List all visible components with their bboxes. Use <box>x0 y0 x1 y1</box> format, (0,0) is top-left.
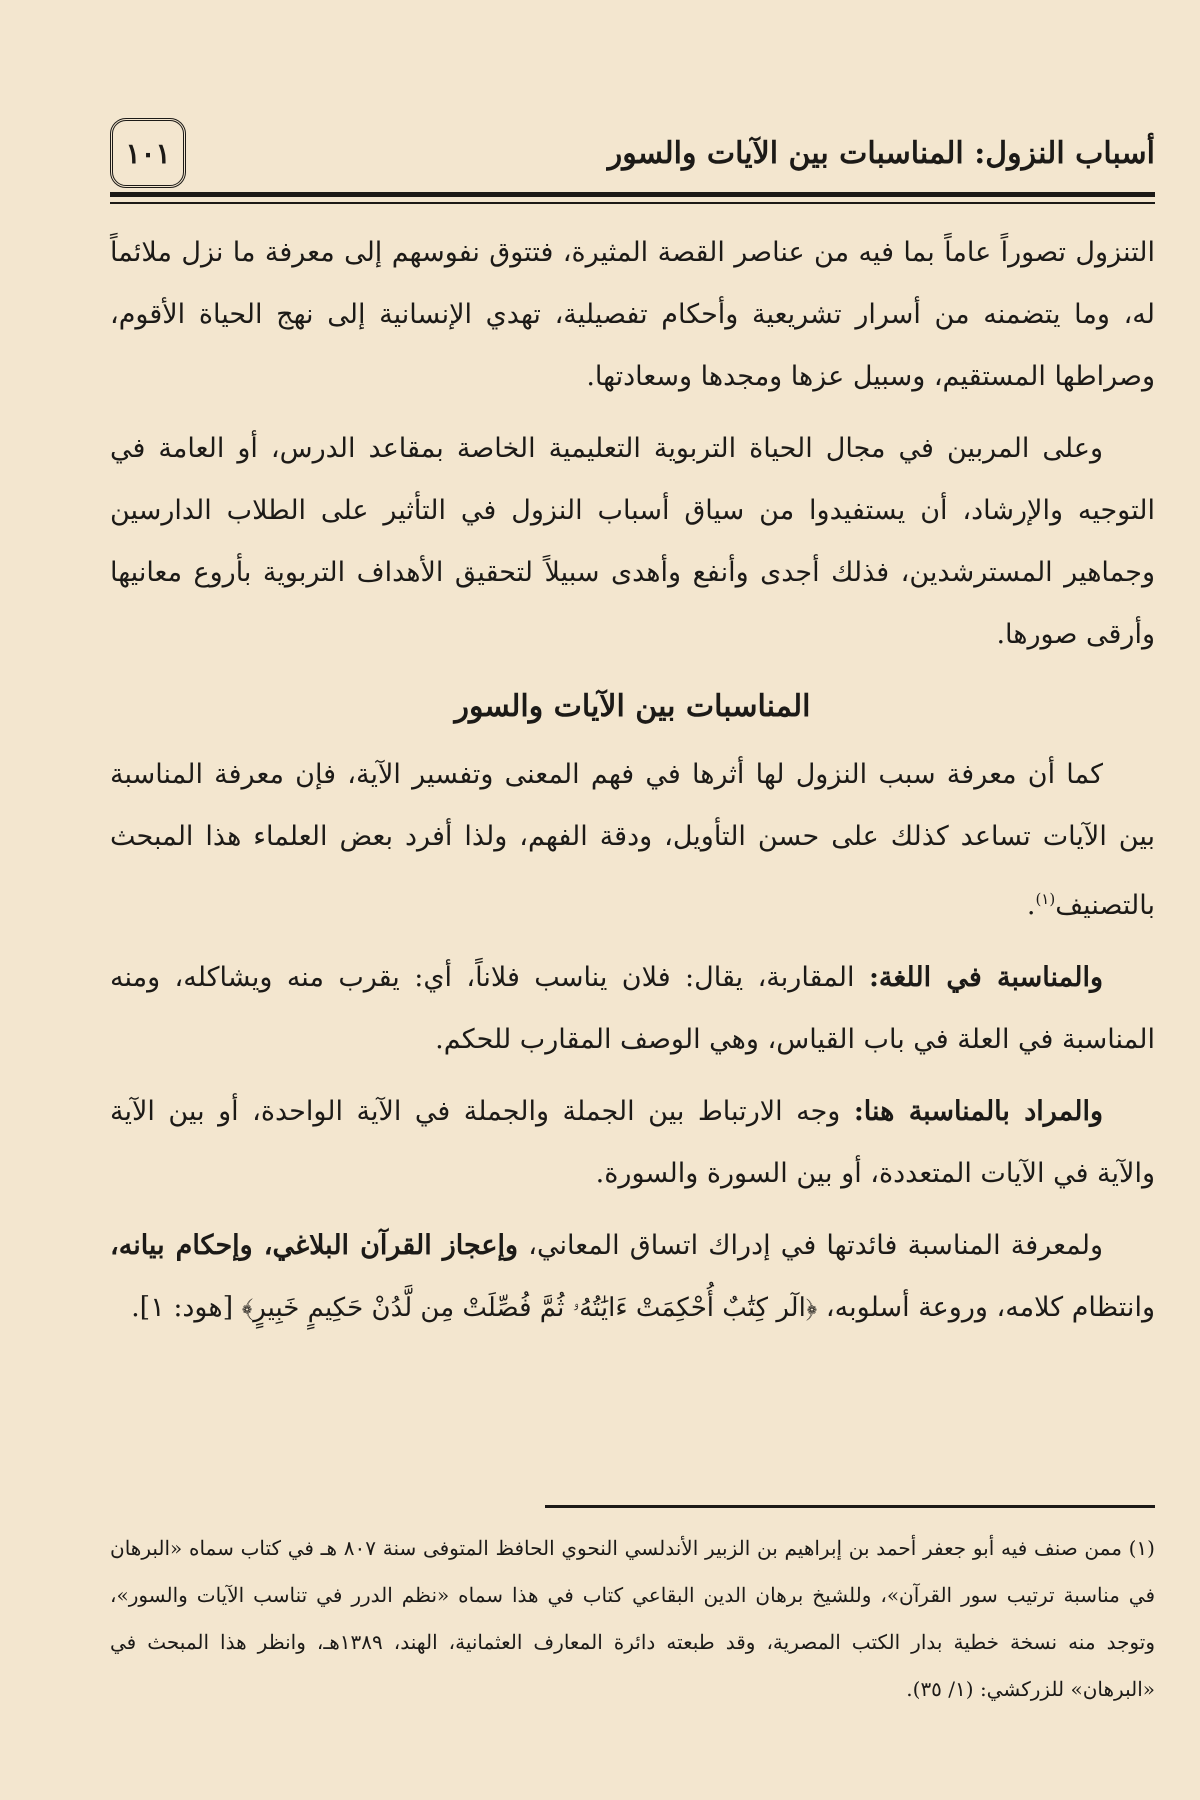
paragraph <box>110 1215 1155 1339</box>
header-rule-thin <box>110 202 1155 204</box>
header-rule <box>110 192 1155 197</box>
verse-reference: [هود: ١]. <box>131 1292 242 1323</box>
paragraph-text: كما أن معرفة سبب النزول لها أثرها في فهم المعنى وتفسير الآية، فإن معرفة المناسبة بين الآيات تساعد كذلك على حسن التأويل، ودقة الفهم، ولذا أفرد بعض العلماء هذا المبحث بالتصنيف <box>110 759 1155 921</box>
main-text <box>110 222 1155 1349</box>
page-number: ١٠١ <box>110 118 186 188</box>
footnote-ref: (١) <box>1035 890 1056 908</box>
page-header <box>110 118 1155 188</box>
paragraph-text: وانتظام كلامه، وروعة أسلوبه، <box>817 1292 1155 1323</box>
footnote: (١) ممن صنف فيه أبو جعفر أحمد بن إبراهيم بن الزبير الأندلسي النحوي الحافظ المتوفى سنة ٨٠٧ هـ في كتاب سماه «البرهان في مناسبة ترتيب سور القرآن»، وللشيخ برهان الدين البقاعي كتاب في هذا سماه «نظم الدرر في تناسب الآيات والسور»، وتوجد منه نسخة خطية بدار الكتب المصرية، وقد طبعته دائرة المعارف العثمانية، الهند، ١٣٨٩هـ، وانظر هذا المبحث في «البرهان» للزركشي: (١/ ٣٥). <box>110 1536 1156 1701</box>
quran-verse: ﴿الٓر كِتَٰبٌ أُحْكِمَتْ ءَايَٰتُهُۥ ثُمَّ فُصِّلَتْ مِن لَّدُنْ حَكِيمٍ خَبِيرٍ﴾ <box>241 1293 818 1323</box>
footnote-separator <box>545 1505 1155 1508</box>
footnotes <box>110 1525 1155 1713</box>
term-label: والمراد بالمناسبة هنا: <box>853 1096 1104 1127</box>
paragraph-end: . <box>1026 890 1036 921</box>
paragraph-text: المقاربة، يقال: فلان يناسب فلاناً، أي: يقرب منه ويشاكله، ومنه المناسبة في العلة في باب القياس، وهي الوصف المقارب للحكم. <box>110 962 1155 1055</box>
term-label: والمناسبة في اللغة: <box>868 962 1103 993</box>
paragraph <box>110 947 1155 1071</box>
paragraph: وعلى المربين في مجال الحياة التربوية التعليمية الخاصة بمقاعد الدرس، أو العامة في التوجيه والإرشاد، أن يستفيدوا من سياق أسباب النزول في التأثير على الطلاب الدارسين وجماهير المسترشدين، فذلك أجدى وأنفع وأهدى سبيلاً لتحقيق الأهداف التربوية بأروع معانيها وأرقى صورها. <box>110 433 1155 650</box>
paragraph <box>110 744 1155 937</box>
emphasis-text: وإعجاز القرآن البلاغي، وإحكام بيانه، <box>110 1230 519 1261</box>
paragraph-text: ولمعرفة المناسبة فائدتها في إدراك اتساق المعاني، <box>518 1230 1103 1261</box>
paragraph <box>110 1081 1155 1205</box>
paragraph: التنزول تصوراً عاماً بما فيه من عناصر القصة المثيرة، فتتوق نفوسهم إلى معرفة ما نزل ملائماً له، وما يتضمنه من أسرار تشريعية وأحكام تفصيلية، تهدي الإنسانية إلى نهج الحياة الأقوم، وصراطها المستقيم، وسبيل عزها ومجدها وسعادتها. <box>110 237 1155 392</box>
section-heading: المناسبات بين الآيات والسور <box>454 689 811 724</box>
paragraph-text: وجه الارتباط بين الجملة والجملة في الآية الواحدة، أو بين الآية والآية في الآيات المتعددة، أو بين السورة والسورة. <box>110 1096 1155 1189</box>
running-title: أسباب النزول: المناسبات بين الآيات والسور <box>607 135 1155 171</box>
